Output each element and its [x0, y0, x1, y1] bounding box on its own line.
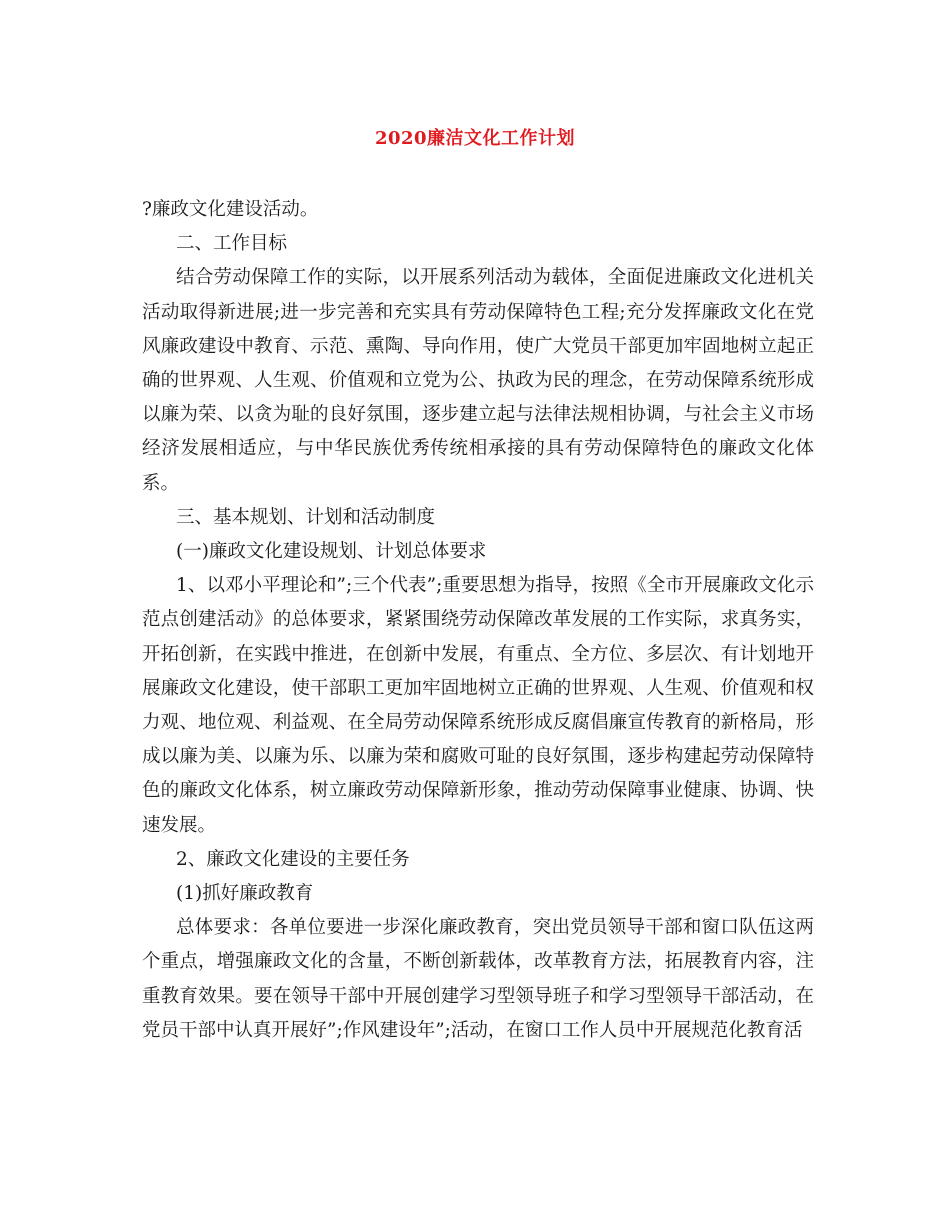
subsection-heading: (1)抓好廉政教育: [176, 883, 314, 905]
section-heading: 二、工作目标: [176, 233, 288, 255]
paragraph: 结合劳动保障工作的实际，以开展系列活动为载体，全面促进廉政文化进机关活动取得新进展;进一步完善和充实具有劳动保障特色工程;充分发挥廉政文化在党风廉政建设中教育、示范、熏陶、导向作用，使广大党员干部更加牢固地树立起正确的世界观、人生观、价值观和立党为公、执政为民的理念，在劳动保障系统形成以廉为荣、以贪为耻的良好氛围，逐步建立起与法律法规相协调，与社会主义市场经济发展相适应，与中华民族优秀传统相承接的具有劳动保障特色的廉政文化体系。: [142, 267, 814, 494]
subsection-heading: 2、廉政文化建设的主要任务: [176, 848, 410, 870]
document-title: 2020廉洁文化工作计划: [374, 128, 576, 149]
paragraph: 1、以邓小平理论和”;三个代表”;重要思想为指导，按照《全市开展廉政文化示范点创建活动》的总体要求，紧紧围绕劳动保障改革发展的工作实际，求真务实，开拓创新，在实践中推进，在创新中发展，有重点、全方位、多层次、有计划地开展廉政文化建设，使干部职工更加牢固地树立正确的世界观、人生观、价值观和权力观、地位观、利益观、在全局劳动保障系统形成反腐倡廉宣传教育的新格局，形成以廉为美、以廉为乐、以廉为荣和腐败可耻的良好氛围，逐步构建起劳动保障特色的廉政文化体系，树立廉政劳动保障新形象，推动劳动保障事业健康、协调、快速发展。: [142, 575, 814, 836]
subsection-heading: (一)廉政文化建设规划、计划总体要求: [176, 541, 487, 563]
section-heading: 三、基本规划、计划和活动制度: [176, 506, 436, 528]
paragraph: ?廉政文化建设活动。: [142, 199, 319, 220]
document-body: [142, 193, 814, 1048]
paragraph: 总体要求：各单位要进一步深化廉政教育，突出党员领导干部和窗口队伍这两个重点，增强廉政文化的含量，不断创新载体，改革教育方法，拓展教育内容，注重教育效果。要在领导干部中开展创建学习型领导班子和学习型领导干部活动，在党员干部中认真开展好”;作风建设年”;活动，在窗口工作人员中开展规范化教育活: [142, 917, 814, 1041]
